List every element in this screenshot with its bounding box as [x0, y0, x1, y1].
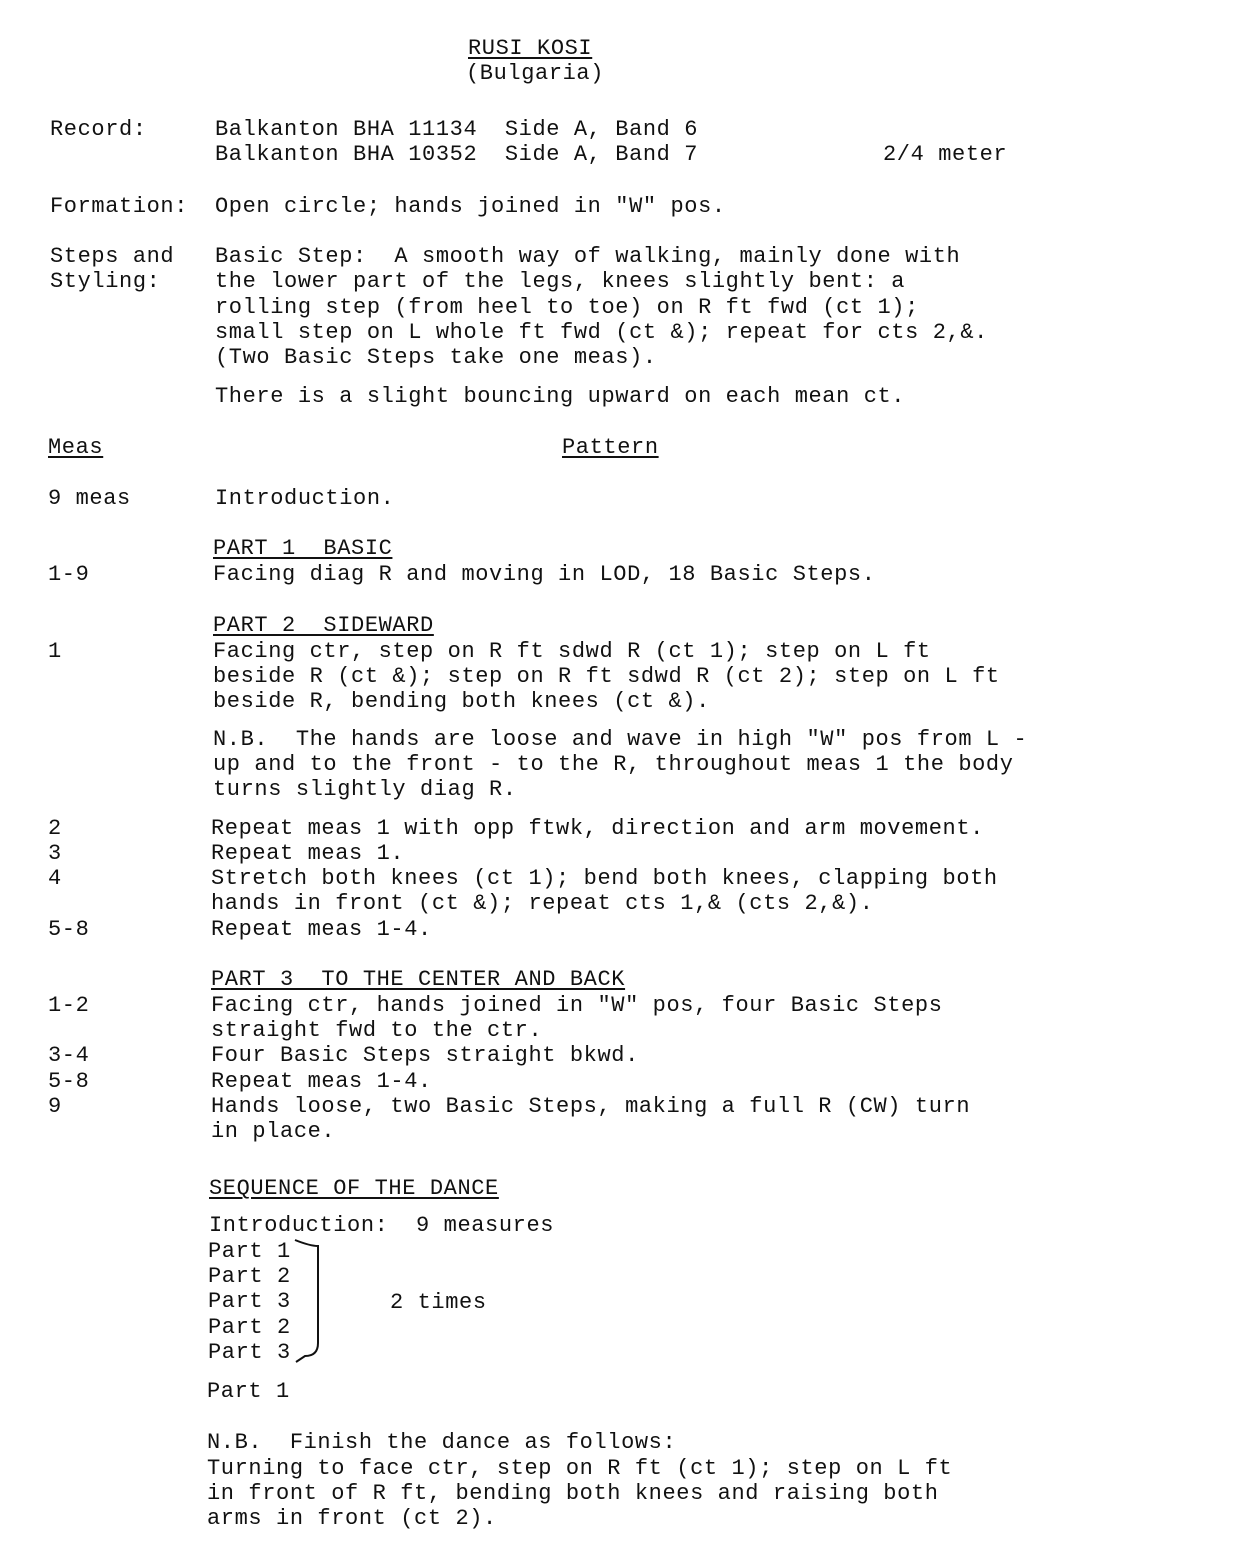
repeat-bracket — [290, 1238, 330, 1368]
sequence-part: Part 2 — [208, 1264, 291, 1289]
part2-m2-text: Repeat meas 1 with opp ftwk, direction and arm movement. — [211, 816, 984, 841]
formation-label: Formation: — [50, 194, 189, 219]
part2-nb-line: turns slightly diag R. — [213, 777, 517, 802]
pattern-header: Pattern — [562, 435, 659, 460]
part3-m4-line: Hands loose, two Basic Steps, making a full R (CW) turn — [211, 1094, 971, 1119]
part2-m4-line: Stretch both knees (ct 1); bend both knees, clapping both — [211, 866, 998, 891]
sequence-heading: SEQUENCE OF THE DANCE — [209, 1176, 499, 1201]
part1-heading: PART 1 BASIC — [213, 536, 393, 561]
part2-m3-text: Repeat meas 1. — [211, 841, 405, 866]
part2-m1-line: beside R (ct &); step on R ft sdwd R (ct 2); step on L ft — [213, 664, 1000, 689]
part3-meas-2: 3-4 — [48, 1043, 90, 1068]
sequence-part: Part 3 — [208, 1289, 291, 1314]
finish-line: N.B. Finish the dance as follows: — [207, 1430, 677, 1455]
sequence-part: Part 3 — [208, 1340, 291, 1365]
styling-label-1: Steps and — [50, 244, 175, 269]
part2-m5-text: Repeat meas 1-4. — [211, 917, 432, 942]
record-line-1: Balkanton BHA 11134 Side A, Band 6 — [215, 117, 699, 142]
part3-meas-4: 9 — [48, 1094, 62, 1119]
part3-heading: PART 3 TO THE CENTER AND BACK — [211, 967, 626, 992]
styling-line: the lower part of the legs, knees slightly bent: a — [215, 269, 906, 294]
part1-text: Facing diag R and moving in LOD, 18 Basic Steps. — [213, 562, 876, 587]
sequence-intro: Introduction: 9 measures — [209, 1213, 555, 1238]
intro-meas: 9 meas — [48, 486, 131, 511]
part3-meas-3: 5-8 — [48, 1069, 90, 1094]
record-line-2: Balkanton BHA 10352 Side A, Band 7 — [215, 142, 699, 167]
styling-note: There is a slight bouncing upward on each mean ct. — [215, 384, 906, 409]
finish-line: arms in front (ct 2). — [207, 1506, 497, 1531]
part2-meas-2: 2 — [48, 816, 62, 841]
part3-m4-line: in place. — [211, 1119, 336, 1144]
part2-nb-line: N.B. The hands are loose and wave in high "W" pos from L - — [213, 727, 1028, 752]
formation-text: Open circle; hands joined in "W" pos. — [215, 194, 726, 219]
styling-line: (Two Basic Steps take one meas). — [215, 345, 657, 370]
part2-meas-4: 4 — [48, 866, 62, 891]
part2-meas-3: 3 — [48, 841, 62, 866]
sequence-part: Part 1 — [208, 1239, 291, 1264]
part1-meas: 1-9 — [48, 562, 90, 587]
part3-m3-text: Repeat meas 1-4. — [211, 1069, 432, 1094]
dance-country: (Bulgaria) — [466, 61, 605, 86]
part2-nb-line: up and to the front - to the R, throughout meas 1 the body — [213, 752, 1014, 777]
styling-line: Basic Step: A smooth way of walking, mainly done with — [215, 244, 961, 269]
styling-line: small step on L whole ft fwd (ct &); repeat for cts 2,&. — [215, 320, 988, 345]
part3-meas-1: 1-2 — [48, 993, 90, 1018]
part3-m2-text: Four Basic Steps straight bkwd. — [211, 1043, 639, 1068]
meas-header: Meas — [48, 435, 104, 460]
part3-m1-line: straight fwd to the ctr. — [211, 1018, 543, 1043]
finish-line: in front of R ft, bending both knees and raising both — [207, 1481, 939, 1506]
part3-m1-line: Facing ctr, hands joined in "W" pos, four Basic Steps — [211, 993, 943, 1018]
part2-heading: PART 2 SIDEWARD — [213, 613, 434, 638]
styling-label-2: Styling: — [50, 269, 161, 294]
finish-line: Turning to face ctr, step on R ft (ct 1); step on L ft — [207, 1456, 953, 1481]
record-label: Record: — [50, 117, 147, 142]
part2-m1-line: Facing ctr, step on R ft sdwd R (ct 1); step on L ft — [213, 639, 931, 664]
sequence-part: Part 2 — [208, 1315, 291, 1340]
part2-m4-line: hands in front (ct &); repeat cts 1,& (cts 2,&). — [211, 891, 874, 916]
part2-meas-5: 5-8 — [48, 917, 90, 942]
intro-text: Introduction. — [215, 486, 395, 511]
sequence-repeat: 2 times — [390, 1290, 487, 1315]
styling-line: rolling step (from heel to toe) on R ft fwd (ct 1); — [215, 295, 919, 320]
sequence-last-part: Part 1 — [207, 1379, 290, 1404]
part2-meas-1: 1 — [48, 639, 62, 664]
dance-title: RUSI KOSI — [468, 36, 593, 61]
meter: 2/4 meter — [883, 142, 1008, 167]
part2-m1-line: beside R, bending both knees (ct &). — [213, 689, 710, 714]
